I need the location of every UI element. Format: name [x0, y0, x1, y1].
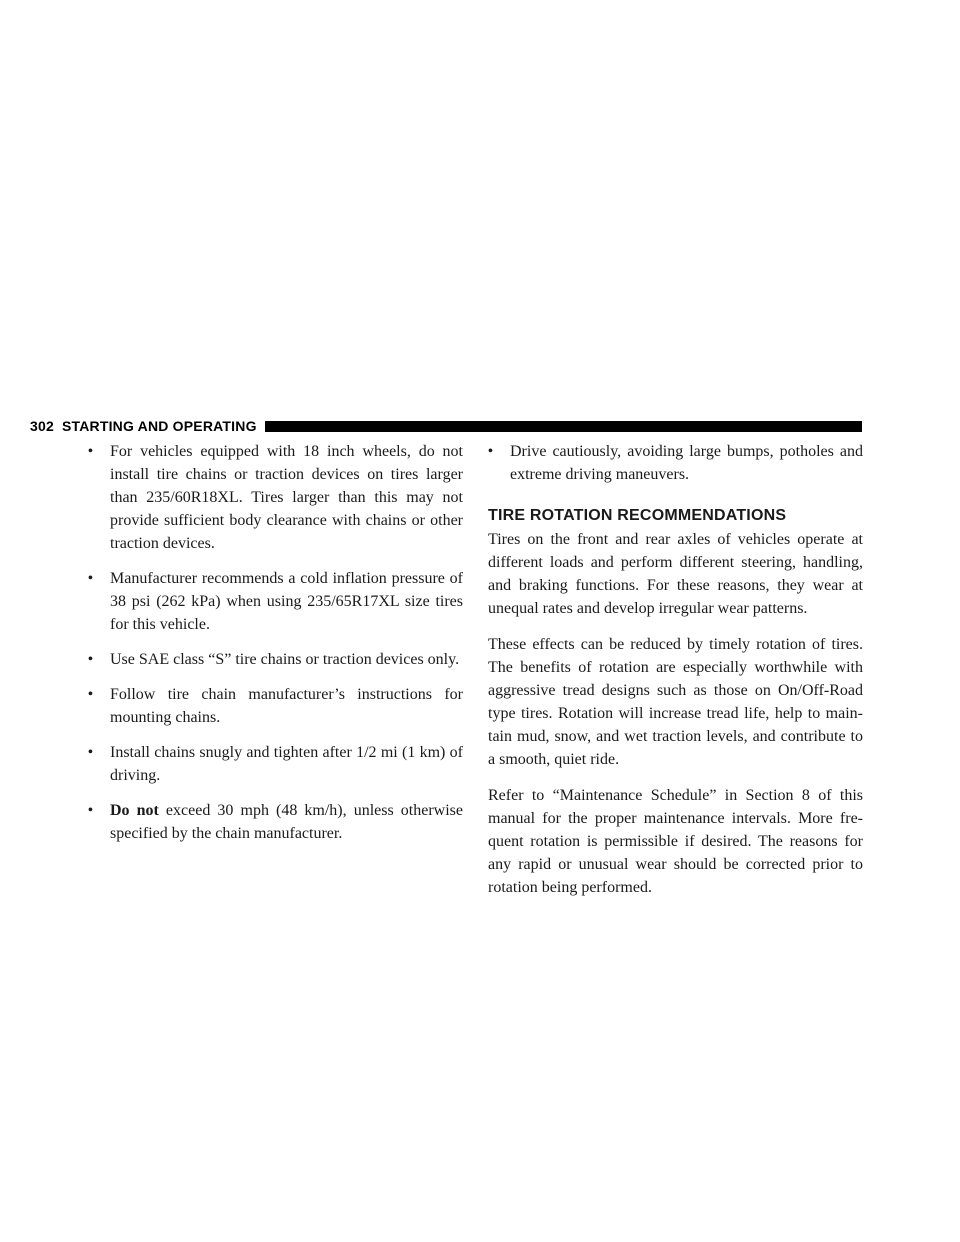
bullet-text: Install chains snugly and tighten after 1/2 mi (1 km) of driving.: [110, 744, 463, 784]
left-column: [88, 440, 463, 857]
section-title: STARTING AND OPERATING: [61, 418, 257, 434]
bullet-icon: •: [88, 803, 93, 818]
bullet-icon: •: [488, 444, 493, 459]
bullet-icon: •: [88, 571, 93, 586]
rotation-paragraph: These effects can be reduced by timely rotation of tires. The benefits of rotation are especially worthwhile with aggressive tread designs such as those on On/Off-Road type tires. Rotation will increase tread life, help to main-tain mud, snow, and wet traction levels, and contribute to a smooth, quiet ride.: [488, 636, 863, 768]
bullet-icon: •: [88, 687, 93, 702]
bullet-item: [88, 683, 463, 729]
header-rule: [265, 421, 862, 432]
bullet-icon: •: [88, 745, 93, 760]
bullet-item: [88, 741, 463, 787]
bullet-text: Use SAE class “S” tire chains or traction devices only.: [110, 651, 460, 668]
rotation-paragraph: Refer to “Maintenance Schedule” in Section 8 of this manual for the proper maintenance intervals. More fre-quent rotation is permissible if desired. The reasons for any rapid or unusual wear should be corrected prior to rotation being performed.: [488, 787, 863, 896]
bullet-item: [88, 648, 463, 671]
page-number: 302: [30, 418, 54, 434]
tire-chain-bullet-list: [88, 440, 463, 845]
bullet-text: Drive cautiously, avoiding large bumps, potholes and extreme driving maneuvers.: [510, 443, 863, 483]
bullet-text: For vehicles equipped with 18 inch wheels, do not install tire chains or traction devices on tires larger than 235/60R18XL. Tires larger than this may not provide sufficient body clearance with chains or other traction devices.: [110, 443, 463, 552]
bullet-item: [488, 440, 863, 486]
bullet-icon: •: [88, 444, 93, 459]
bullet-item: [88, 440, 463, 555]
bullet-text: exceed 30 mph (48 km/h), unless otherwise specified by the chain manufacturer.: [110, 802, 463, 842]
bullet-icon: •: [88, 652, 93, 667]
bullet-item: [88, 799, 463, 845]
bullet-text: Follow tire chain manufacturer’s instructions for mounting chains.: [110, 686, 463, 726]
bullet-text: Manufacturer recommends a cold inflation pressure of 38 psi (262 kPa) when using 235/65R17XL size tires for this vehicle.: [110, 570, 463, 633]
bullet-item: [88, 567, 463, 636]
tire-rotation-heading: TIRE ROTATION RECOMMENDATIONS: [488, 507, 787, 524]
right-column: [488, 440, 863, 912]
bullet-bold-text: Do not: [110, 802, 159, 819]
rotation-paragraph: Tires on the front and rear axles of vehicles operate at different loads and perform different steering, handling, and braking functions. For these reasons, they wear at unequal rates and develop irregular wear patterns.: [488, 531, 863, 617]
driving-bullet-list: [488, 440, 863, 486]
page-header: [30, 416, 862, 436]
